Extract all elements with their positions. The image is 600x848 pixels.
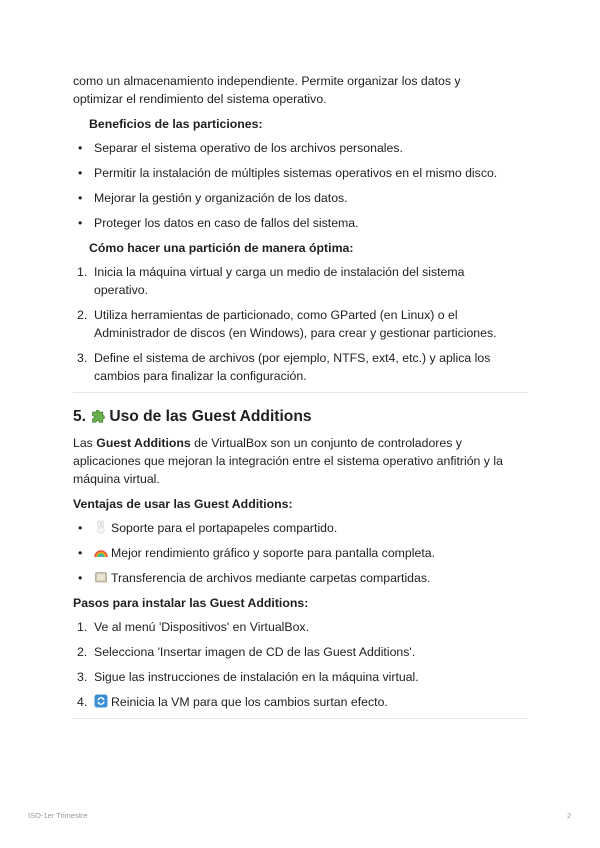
section-5-title (73, 406, 528, 428)
list-item (73, 668, 528, 686)
bullet-icon: • (78, 191, 83, 205)
list-item (73, 189, 528, 207)
refresh-icon (94, 694, 108, 708)
list-item-text: Reinicia la VM para que los cambios surtan efecto. (111, 695, 388, 709)
bullet-icon: • (78, 521, 83, 535)
list-item (73, 569, 528, 587)
folder-icon (94, 570, 108, 584)
list-item-text: Selecciona 'Insertar imagen de CD de las Guest Additions'. (94, 645, 416, 659)
section-divider (73, 718, 528, 719)
list-item (73, 519, 528, 537)
list-item-text: Define el sistema de archivos (por ejemplo, NTFS, ext4, etc.) y aplica los (94, 351, 491, 365)
list-item-text: Sigue las instrucciones de instalación en la máquina virtual. (94, 670, 419, 684)
list-number: 1. (77, 620, 88, 634)
document-page (73, 72, 528, 719)
list-item-text: Soporte para el portapapeles compartido. (111, 521, 338, 535)
intro-text: Las (73, 436, 97, 450)
steps-heading: Pasos para instalar las Guest Additions: (73, 596, 309, 610)
section-title-text: Uso de las Guest Additions (109, 408, 312, 425)
list-item (73, 263, 528, 299)
benefits-heading: Beneficios de las particiones: (89, 117, 263, 131)
intro-paragraph (73, 72, 528, 108)
rabbit-icon (94, 520, 108, 534)
list-number: 3. (77, 351, 88, 365)
bullet-icon: • (78, 166, 83, 180)
list-item-text: Mejorar la gestión y organización de los datos. (94, 191, 348, 205)
list-item-text: Mejor rendimiento gráfico y soporte para pantalla completa. (111, 546, 435, 560)
list-number: 2. (77, 645, 88, 659)
benefits-list (73, 139, 528, 232)
list-item-text: Ve al menú 'Dispositivos' en VirtualBox. (94, 620, 309, 634)
section-divider (73, 392, 528, 393)
list-item-text: operativo. (94, 283, 149, 297)
intro-text: aplicaciones que mejoran la integración entre el sistema operativo anfitrión y la (73, 454, 503, 468)
list-item (73, 618, 528, 636)
list-item-text: Permitir la instalación de múltiples sistemas operativos en el mismo disco. (94, 166, 498, 180)
howto-heading: Cómo hacer una partición de manera óptima: (89, 241, 354, 255)
list-item-text: Utiliza herramientas de particionado, como GParted (en Linux) o el (94, 308, 458, 322)
list-item (73, 544, 528, 562)
list-item-text: Transferencia de archivos mediante carpetas compartidas. (111, 571, 431, 585)
list-item (73, 643, 528, 661)
list-item-text: Inicia la máquina virtual y carga un medio de instalación del sistema (94, 265, 465, 279)
list-item-text: Administrador de discos (en Windows), para crear y gestionar particiones. (94, 326, 497, 340)
bullet-icon: • (78, 216, 83, 230)
list-number: 1. (77, 265, 88, 279)
intro-line-1: como un almacenamiento independiente. Permite organizar los datos y (73, 74, 461, 88)
intro-text: máquina virtual. (73, 472, 160, 486)
list-number: 3. (77, 670, 88, 684)
list-number: 2. (77, 308, 88, 322)
guest-additions-intro (73, 434, 528, 488)
list-item (73, 164, 528, 182)
page-number: 2 (567, 811, 572, 820)
advantages-list (73, 519, 528, 587)
list-item (73, 139, 528, 157)
section-number: 5. (73, 408, 87, 425)
list-item (73, 349, 528, 385)
list-item-text: cambios para finalizar la configuración. (94, 369, 307, 383)
advantages-heading: Ventajas de usar las Guest Additions: (73, 497, 293, 511)
howto-list (73, 263, 528, 385)
list-item (73, 306, 528, 342)
bullet-icon: • (78, 546, 83, 560)
list-item-text: Proteger los datos en caso de fallos del sistema. (94, 216, 359, 230)
intro-line-2: optimizar el rendimiento del sistema operativo. (73, 92, 327, 106)
steps-list (73, 618, 528, 711)
intro-text: de VirtualBox son un conjunto de controladores y (190, 436, 462, 450)
puzzle-icon (90, 407, 107, 424)
list-item (73, 214, 528, 232)
bullet-icon: • (78, 571, 83, 585)
rainbow-icon (94, 545, 108, 559)
list-item (73, 693, 528, 711)
bullet-icon: • (78, 141, 83, 155)
footer-label: ISO-1er Trimestre (28, 811, 88, 820)
list-item-text: Separar el sistema operativo de los archivos personales. (94, 141, 403, 155)
list-number: 4. (77, 695, 88, 709)
intro-bold-text: Guest Additions (96, 436, 191, 450)
